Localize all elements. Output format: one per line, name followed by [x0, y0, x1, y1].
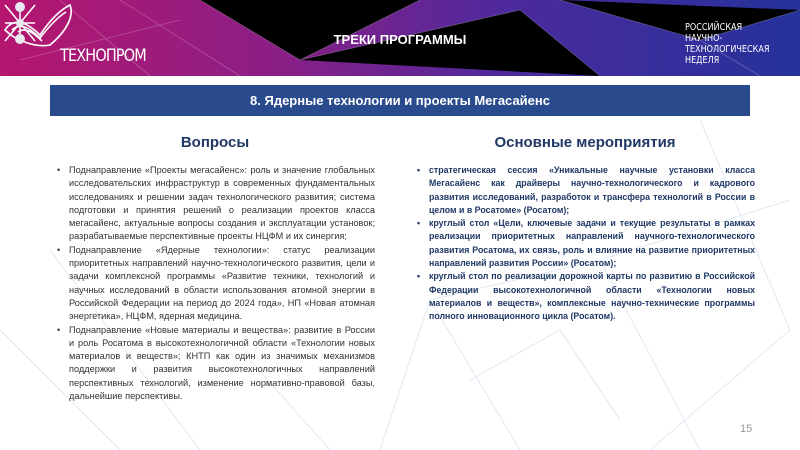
- logo-line: НЕДЕЛЯ: [685, 55, 720, 66]
- header: [0, 0, 800, 76]
- questions-heading: Вопросы: [180, 134, 250, 151]
- header-title: ТРЕКИ ПРОГРАММЫ: [333, 32, 467, 47]
- list-item: • Поднаправление «Проекты мегасайенс»: роль и значение глобальных исследовательских инфраструктур в современных фундаментальных исследованиях и решении задач технологического развития; система подготовки и принятия решений о реализации проектов класса мегасайенс, актуальные вопросы создания и эксплуатации установок; разрабатываемые перспективные проекты НЦФМ и их синергия;: [55, 164, 375, 244]
- list-item: • стратегическая сессия «Уникальные научные установки класса Мегасайенс как драйверы научно-технологического и кадрового развития исследований, разработок и трансфера технологий в России в целом и в Росатоме» (Росатом);: [415, 164, 755, 217]
- technoprom-logo-text: ТЕХНОПРОМ: [60, 46, 146, 66]
- questions-list: [55, 164, 375, 403]
- rntw-logo-text: [685, 22, 783, 66]
- page-number: 15: [740, 423, 753, 435]
- list-item: • Поднаправление «Новые материалы и вещества»: развитие в России и роль Росатома в высокотехнологичной области «Технологии новых материалов и веществ»; КНТП как один из значимых механизмов поддержки и развития высокотехнологичных направлений перспективных технологий, изменение нормативно-правовой базы, дальнейшие перспективы.: [55, 324, 375, 404]
- logo-line: НАУЧНО-ТЕХНОЛОГИЧЕСКАЯ: [685, 33, 770, 55]
- rntw-logo-icon: [0, 0, 40, 46]
- logo-line: РОССИЙСКАЯ: [685, 22, 743, 33]
- events-list: [415, 164, 755, 324]
- section-banner: 8. Ядерные технологии и проекты Мегасайенс: [50, 85, 750, 116]
- list-item: • Поднаправление «Ядерные технологии»: статус реализации приоритетных направлений научно-технологического развития, цели и задачи комплексной программы «Развитие техники, технологий и научных исследований в области использования атомной энергии в Российской Федерации на период до 2024 года», НП «Новая атомная энергетика», НЦФМ, ядерная медицина.: [55, 244, 375, 324]
- events-heading: Основные мероприятия: [494, 134, 676, 151]
- list-item: • круглый стол «Цели, ключевые задачи и текущие результаты в рамках реализации приоритетных направлений научного-технологического развития Росатома, их связь, роль и влияние на развитие приоритетных направлений развития России» (Росатом);: [415, 217, 755, 270]
- list-item: • круглый стол по реализации дорожной карты по развитию в Российской Федерации высокотехнологичной области «Технологии новых материалов и веществ», комплексные научно-технические программы полного инновационного цикла (Росатом).: [415, 270, 755, 323]
